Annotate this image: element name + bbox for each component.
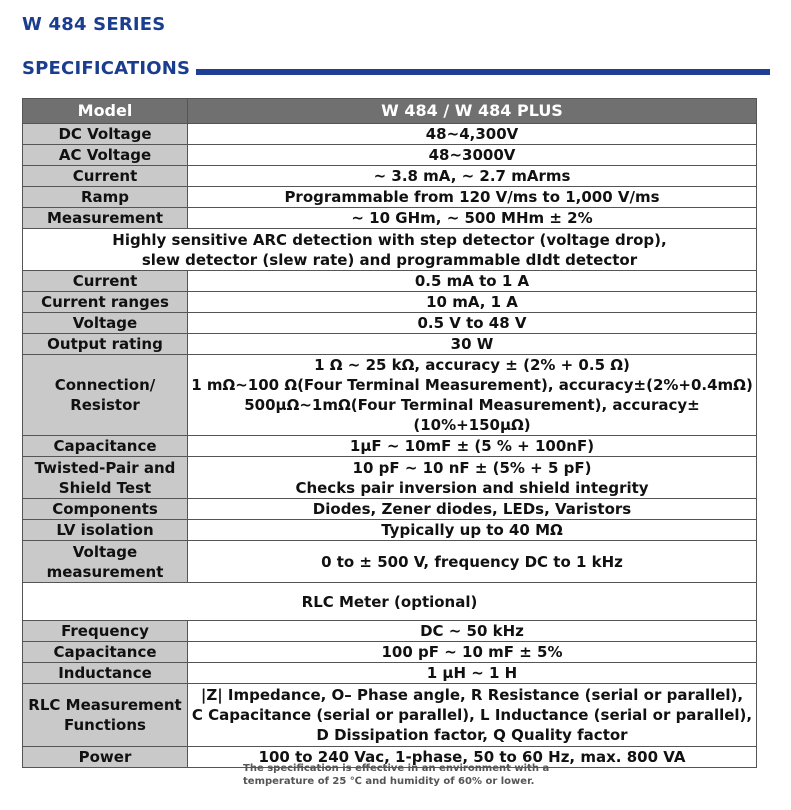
model-label: Model <box>23 99 188 124</box>
row-value: 1μF ~ 10mF ± (5 % + 100nF) <box>188 436 757 457</box>
table-row <box>23 313 757 334</box>
rlc-section-title: RLC Meter (optional) <box>23 583 757 621</box>
label-line: Resistor <box>70 396 140 414</box>
row-value: 0 to ± 500 V, frequency DC to 1 kHz <box>188 541 757 583</box>
spec-table <box>22 98 757 768</box>
row-label: Current ranges <box>23 292 188 313</box>
section-divider <box>196 69 770 75</box>
table-header-row <box>23 99 757 124</box>
arc-detection-text <box>23 229 757 271</box>
table-row <box>23 499 757 520</box>
footnote <box>243 762 549 788</box>
rlc-functions-row <box>23 684 757 747</box>
label-line: Connection/ <box>54 376 156 394</box>
label-line: RLC Measurement <box>28 696 182 714</box>
row-label: Current <box>23 271 188 292</box>
row-value: Diodes, Zener diodes, LEDs, Varistors <box>188 499 757 520</box>
label-line: Functions <box>64 716 146 734</box>
row-label: Components <box>23 499 188 520</box>
label-line: Shield Test <box>58 478 152 497</box>
value-line: 1 Ω ~ 25 kΩ, accuracy ± (2% + 0.5 Ω) <box>314 356 630 374</box>
row-value: 10 mA, 1 A <box>188 292 757 313</box>
row-value: 100 pF ~ 10 mF ± 5% <box>188 642 757 663</box>
row-label: Frequency <box>23 621 188 642</box>
table-row <box>23 145 757 166</box>
row-label <box>23 457 188 499</box>
rlc-section-row <box>23 583 757 621</box>
row-value: 30 W <box>188 334 757 355</box>
row-label: Output rating <box>23 334 188 355</box>
series-title: W 484 SERIES <box>22 14 166 35</box>
arc-detection-row <box>23 229 757 271</box>
value-line: 500μΩ~1mΩ(Four Terminal Measurement), accuracy±(10%+150μΩ) <box>244 396 700 434</box>
table-row <box>23 642 757 663</box>
row-value: 48~4,300V <box>188 124 757 145</box>
table-row <box>23 520 757 541</box>
row-value <box>188 457 757 499</box>
table-row <box>23 292 757 313</box>
table-row <box>23 166 757 187</box>
row-value: Typically up to 40 MΩ <box>188 520 757 541</box>
value-line: Checks pair inversion and shield integrity <box>295 478 649 497</box>
row-value <box>188 355 757 436</box>
table-row <box>23 208 757 229</box>
table-row <box>23 187 757 208</box>
row-label: Ramp <box>23 187 188 208</box>
arc-line: slew detector (slew rate) and programmable dIdt detector <box>141 250 638 269</box>
connection-row <box>23 355 757 436</box>
footnote-line: temperature of 25 ℃ and humidity of 60% or lower. <box>243 776 535 787</box>
table-row <box>23 436 757 457</box>
row-label: DC Voltage <box>23 124 188 145</box>
row-label: Measurement <box>23 208 188 229</box>
row-value: ~ 10 GHm, ~ 500 MHm ± 2% <box>188 208 757 229</box>
row-label: Voltage <box>23 313 188 334</box>
row-label <box>23 684 188 747</box>
value-line: 1 mΩ~100 Ω(Four Terminal Measurement), accuracy±(2%+0.4mΩ) <box>191 376 753 394</box>
twisted-pair-row <box>23 457 757 499</box>
row-label: Current <box>23 166 188 187</box>
value-line: |Z| Impedance, O– Phase angle, R Resistance (serial or parallel), <box>200 686 744 704</box>
value-line: C Capacitance (serial or parallel), L Inductance (serial or parallel), <box>191 706 753 724</box>
row-value: 0.5 mA to 1 A <box>188 271 757 292</box>
row-label: Capacitance <box>23 436 188 457</box>
label-line: Voltage <box>72 542 138 561</box>
table-row <box>23 124 757 145</box>
row-label <box>23 355 188 436</box>
row-value <box>188 684 757 747</box>
row-value: 100 to 240 Vac, 1-phase, 50 to 60 Hz, max. 800 VA <box>188 747 757 768</box>
label-line: Twisted-Pair and <box>34 458 176 477</box>
row-value: 1 μH ~ 1 H <box>188 663 757 684</box>
arc-line: Highly sensitive ARC detection with step detector (voltage drop), <box>112 230 667 249</box>
row-value: Programmable from 120 V/ms to 1,000 V/ms <box>188 187 757 208</box>
label-line: measurement <box>46 562 164 581</box>
model-value: W 484 / W 484 PLUS <box>188 99 757 124</box>
voltage-measurement-row <box>23 541 757 583</box>
row-label <box>23 541 188 583</box>
row-value: 48~3000V <box>188 145 757 166</box>
row-label: Capacitance <box>23 642 188 663</box>
section-title: SPECIFICATIONS <box>22 58 191 79</box>
value-line: D Dissipation factor, Q Quality factor <box>316 726 628 744</box>
row-label: LV isolation <box>23 520 188 541</box>
row-value: DC ~ 50 kHz <box>188 621 757 642</box>
table-row <box>23 621 757 642</box>
row-label: Inductance <box>23 663 188 684</box>
table-row <box>23 271 757 292</box>
row-value: 0.5 V to 48 V <box>188 313 757 334</box>
row-value: ~ 3.8 mA, ~ 2.7 mArms <box>188 166 757 187</box>
table-row <box>23 334 757 355</box>
footnote-line: The specification is effective in an environment with a <box>243 763 550 774</box>
row-label: Power <box>23 747 188 768</box>
value-line: 10 pF ~ 10 nF ± (5% + 5 pF) <box>352 458 592 477</box>
table-row <box>23 663 757 684</box>
row-label: AC Voltage <box>23 145 188 166</box>
